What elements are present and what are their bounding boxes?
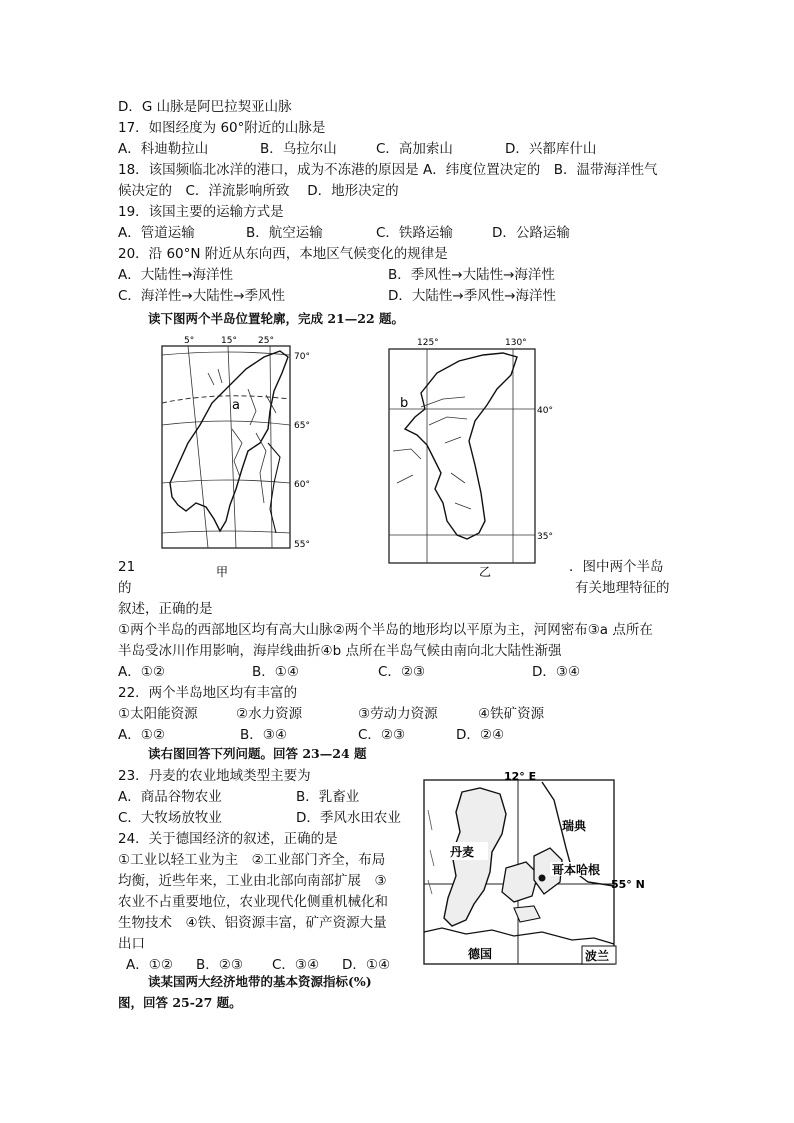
q22-stem: 22．两个半岛地区均有丰富的 [118,685,298,701]
map-jia-east-coast [268,443,280,533]
map-jia-lat-60: 60° [294,480,310,490]
q21-number: 21 [118,559,136,575]
q23-option-c: C．大牧场放牧业 [118,810,222,826]
q23-option-d: D．季风水田农业 [296,810,401,826]
map-denmark-copenhagen-dot [539,875,546,882]
q16-option-d: D．G 山脉是阿巴拉契亚山脉 [118,99,292,115]
map-jia-rivers [208,369,276,503]
q23-option-a: A．商品谷物农业 [118,789,222,805]
q21-right-line2: 有关地理特征的 [575,580,670,596]
q18-line1: 18．该国频临北冰洋的港口，成为不冻港的原因是 A．纬度位置决定的 B．温带海洋性气 [118,162,658,178]
q22-option-b: B．③④ [240,727,287,743]
q19-option-d: D．公路运输 [492,225,570,241]
q24-stem: 24．关于德国经济的叙述，正确的是 [118,831,338,847]
q21-option-d: D．③④ [532,664,581,680]
q19-option-c: C．铁路运输 [376,225,453,241]
map-yi-meridians [427,349,513,563]
q22-item-1: ①太阳能资源 [118,706,198,722]
map-jia-lat-55: 55° [294,540,310,550]
q21-line5: 半岛受冰川作用影响，海岸线曲折④b 点所在半岛气候由南向北大陆性渐强 [118,643,562,659]
map-denmark-label-copenhagen: 哥本哈根 [552,863,601,877]
q24-line5: 出口 [118,936,145,952]
map-jia-caption: 甲 [216,565,229,579]
map-yi-point-b: b [400,396,409,411]
q22-item-4: ④铁矿资源 [478,706,545,722]
q20-option-b: B．季风性→大陆性→海洋性 [388,267,555,283]
map-jia-lat-70: 70° [294,352,310,362]
q24-option-d: D．①④ [342,957,391,973]
map-yi-lon-130: 130° [505,338,527,348]
q24-option-c: C．③④ [272,957,320,973]
map-denmark-lon-label: 12° E [504,770,537,783]
map-jia-lon-25: 25° [258,336,274,346]
q19-option-b: B．航空运输 [246,225,323,241]
q22-item-3: ③劳动力资源 [358,706,438,722]
map-jia-meridians [188,346,272,548]
q17-option-d: D．兴都库什山 [505,141,597,157]
map-yi [385,333,560,581]
q17-option-c: C．高加索山 [376,141,453,157]
q24-option-b: B．②③ [196,957,243,973]
map-yi-rivers [421,397,471,509]
map-jia-lon-15: 15° [221,336,237,346]
map-jia-point-a: a [232,398,240,413]
map-denmark-germany-coast [424,928,614,944]
q21-option-a: A．①② [118,664,165,680]
q20-option-a: A．大陆性→海洋性 [118,267,234,283]
map-yi-figure [385,333,560,581]
q24-line2: 均衡，近些年来，工业由北部向南部扩展 ③ [118,873,387,889]
q22-option-c: C．②③ [358,727,406,743]
q23-option-b: B．乳畜业 [296,789,360,805]
map-denmark-label-denmark: 丹麦 [450,845,475,859]
map-yi-west-lines [393,449,421,483]
q20-option-c: C．海洋性→大陆性→季风性 [118,288,286,304]
map-denmark-funen [502,862,538,902]
q24-option-a: A．①② [126,957,173,973]
map-jia-lon-5: 5° [184,336,195,346]
q17-stem: 17．如图经度为 60°附近的山脉是 [118,120,326,136]
q21-line4: ①两个半岛的西部地区均有高大山脉②两个半岛的地形均以平原为主，河网密布③a 点所在 [118,622,653,638]
map-denmark-label-germany: 德国 [468,947,493,961]
map-denmark-label-sweden: 瑞典 [562,819,587,833]
intro-25-27-line2: 图，回答 25-27 题。 [118,995,242,1010]
q20-option-d: D．大陆性→季风性→海洋性 [388,288,557,304]
map-denmark-west-marks [428,810,434,894]
map-jia-figure [148,333,318,581]
intro-25-27-line1: 读某国两大经济地带的基本资源指标(%) [148,974,372,989]
q24-line1: ①工业以轻工业为主 ②工业部门齐全，布局 [118,852,386,868]
map-yi-caption: 乙 [479,565,492,579]
map-yi-coastline [405,353,517,539]
q21-option-c: C．②③ [378,664,426,680]
map-yi-lon-125: 125° [417,338,439,348]
q17-option-b: B．乌拉尔山 [260,141,337,157]
q19-option-a: A．管道运输 [118,225,195,241]
q22-option-a: A．①② [118,727,165,743]
intro-21-22: 读下图两个半岛位置轮廓，完成 21—22 题。 [148,311,404,326]
q18-line2: 候决定的 C．洋流影响所致 D．地形决定的 [118,183,399,199]
q21-left-line2: 的 [118,580,132,596]
map-yi-lat-35: 35° [537,532,553,542]
q17-option-a: A．科迪勒拉山 [118,141,209,157]
q19-stem: 19．该国主要的运输方式是 [118,204,284,220]
q21-option-b: B．①④ [252,664,299,680]
map-denmark [422,770,658,968]
map-denmark-figure [422,770,658,968]
q22-option-d: D．②④ [456,727,505,743]
q24-line4: 生物技术 ④铁、铝资源丰富，矿产资源大量 [118,915,387,931]
q23-stem: 23．丹麦的农业地域类型主要为 [118,768,311,784]
map-yi-lat-40: 40° [537,406,553,416]
map-denmark-label-poland: 波兰 [585,949,610,963]
intro-23-24: 读右图回答下列问题。回答 23—24 题 [148,746,367,761]
q21-right-line1: ．图中两个半岛 [569,559,664,575]
map-jia [148,333,318,581]
q24-line3: 农业不占重要地位，农业现代化侧重机械化和 [118,894,388,910]
q20-stem: 20．沿 60°N 附近从东向西，本地区气候变化的规律是 [118,246,448,262]
map-denmark-lat-label: 55° N [611,878,645,891]
q21-line3: 叙述，正确的是 [118,601,213,617]
map-jia-lat-65: 65° [294,421,310,431]
q22-item-2: ②水力资源 [236,706,303,722]
